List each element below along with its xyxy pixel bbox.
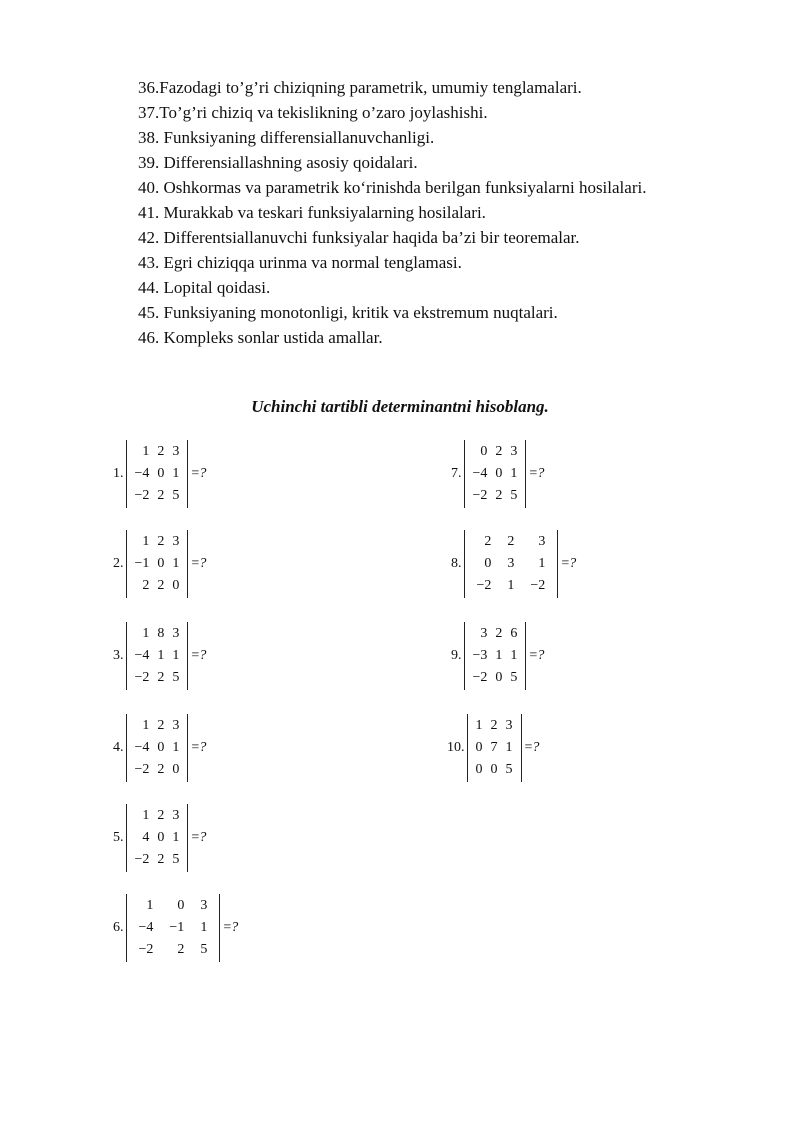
matrix-row: [131, 575, 184, 597]
matrix-cell: 0: [172, 762, 180, 777]
matrix-cell: 2: [157, 718, 165, 733]
question-mark: ?: [199, 648, 207, 663]
matrix-cell: −4: [134, 740, 150, 755]
matrix-cell: 8: [157, 626, 165, 641]
problem-number: 9.: [451, 648, 462, 663]
matrix-row: [131, 917, 216, 939]
matrix-cell: 3: [172, 718, 180, 733]
matrix-cell: 0: [157, 556, 165, 571]
problem-number: 8.: [451, 556, 462, 571]
matrix-cell: 3: [510, 444, 518, 459]
determinant-problem-6: [113, 894, 238, 962]
determinant-matrix: [464, 440, 527, 508]
matrix-cell: 1: [142, 444, 150, 459]
matrix-cell: 2: [507, 534, 515, 549]
determinant-problem-4: [113, 714, 206, 782]
matrix-row: [131, 553, 184, 575]
question-mark: ?: [199, 466, 207, 481]
matrix-cell: 1: [172, 740, 180, 755]
matrix-row: [469, 441, 522, 463]
matrix-cell: 4: [142, 830, 150, 845]
matrix-cell: 3: [172, 626, 180, 641]
problem-number: 1.: [113, 466, 124, 481]
matrix-cell: 1: [157, 648, 165, 663]
matrix-cell: 7: [490, 740, 498, 755]
matrix-cell: 1: [172, 556, 180, 571]
matrix-cell: −2: [134, 852, 150, 867]
determinant-problem-9: [451, 622, 544, 690]
matrix-cell: −2: [138, 942, 154, 957]
matrix-cell: 6: [510, 626, 518, 641]
topic-item: 46. Kompleks sonlar ustida amallar.: [138, 328, 383, 347]
topic-item: 42. Differentsiallanuvchi funksiyalar haqida ba’zi bir teoremalar.: [138, 228, 580, 247]
matrix-row: [472, 737, 517, 759]
topic-item: 41. Murakkab va teskari funksiyalarning hosilalari.: [138, 203, 486, 222]
matrix-row: [131, 939, 216, 961]
matrix-cell: 1: [172, 830, 180, 845]
matrix-cell: 5: [505, 762, 513, 777]
matrix-cell: 0: [475, 740, 483, 755]
matrix-cell: 3: [172, 808, 180, 823]
matrix-cell: 3: [172, 534, 180, 549]
equals-sign: =: [191, 830, 200, 845]
matrix-cell: 1: [510, 466, 518, 481]
topic-item: 36.Fazodagi to’g’ri chiziqning parametrik, umumiy tenglamalari.: [138, 78, 582, 97]
matrix-cell: 1: [142, 534, 150, 549]
matrix-cell: −4: [134, 466, 150, 481]
topic-list: [138, 75, 646, 350]
question-mark: ?: [199, 740, 207, 755]
topic-item: 39. Differensiallashning asosiy qoidalari.: [138, 153, 418, 172]
matrix-cell: 1: [475, 718, 483, 733]
problem-number: 2.: [113, 556, 124, 571]
determinant-matrix: [126, 440, 189, 508]
matrix-cell: 1: [507, 578, 515, 593]
equals-sign: =: [529, 466, 538, 481]
determinant-problem-1: [113, 440, 206, 508]
matrix-row: [131, 645, 184, 667]
determinant-matrix: [467, 714, 522, 782]
matrix-row: [131, 849, 184, 871]
determinant-problem-7: [451, 440, 544, 508]
matrix-cell: −4: [134, 648, 150, 663]
matrix-row: [469, 553, 554, 575]
question-mark: ?: [537, 466, 545, 481]
equals-sign: =: [191, 466, 200, 481]
matrix-cell: −2: [134, 762, 150, 777]
equals-question: [529, 466, 544, 482]
matrix-row: [131, 531, 184, 553]
equals-question: [191, 556, 206, 572]
matrix-row: [469, 485, 522, 507]
matrix-row: [131, 623, 184, 645]
matrix-row: [131, 895, 216, 917]
matrix-cell: 0: [490, 762, 498, 777]
matrix-cell: 1: [510, 648, 518, 663]
matrix-cell: 1: [172, 466, 180, 481]
matrix-row: [131, 715, 184, 737]
matrix-cell: 2: [142, 578, 150, 593]
equals-sign: =: [524, 740, 533, 755]
matrix-row: [131, 759, 184, 781]
matrix-cell: 2: [157, 578, 165, 593]
matrix-cell: 0: [177, 898, 185, 913]
equals-question: [191, 648, 206, 664]
equals-sign: =: [191, 740, 200, 755]
matrix-cell: 2: [157, 534, 165, 549]
matrix-row: [469, 645, 522, 667]
matrix-cell: 3: [480, 626, 488, 641]
matrix-cell: 0: [495, 466, 503, 481]
matrix-cell: 3: [172, 444, 180, 459]
equals-question: [529, 648, 544, 664]
problem-number: 3.: [113, 648, 124, 663]
matrix-row: [131, 463, 184, 485]
matrix-cell: 2: [495, 488, 503, 503]
equals-question: [561, 556, 576, 572]
matrix-cell: 2: [484, 534, 492, 549]
matrix-row: [472, 715, 517, 737]
matrix-cell: 0: [157, 466, 165, 481]
matrix-cell: −1: [169, 920, 185, 935]
determinant-problem-5: [113, 804, 206, 872]
equals-question: [525, 740, 540, 756]
question-mark: ?: [569, 556, 577, 571]
matrix-cell: 0: [172, 578, 180, 593]
equals-sign: =: [561, 556, 570, 571]
matrix-cell: 2: [495, 626, 503, 641]
matrix-cell: −2: [530, 578, 546, 593]
matrix-cell: −1: [134, 556, 150, 571]
question-mark: ?: [199, 556, 207, 571]
matrix-row: [131, 485, 184, 507]
matrix-cell: 1: [142, 808, 150, 823]
matrix-row: [469, 463, 522, 485]
topic-item: 44. Lopital qoidasi.: [138, 278, 271, 297]
determinant-matrix: [126, 894, 221, 962]
matrix-cell: 2: [157, 852, 165, 867]
problem-number: 10.: [447, 740, 465, 755]
matrix-row: [131, 441, 184, 463]
matrix-cell: 1: [172, 648, 180, 663]
matrix-cell: 3: [538, 534, 546, 549]
matrix-cell: 3: [200, 898, 208, 913]
matrix-cell: 5: [172, 852, 180, 867]
matrix-cell: 2: [157, 670, 165, 685]
matrix-cell: −2: [472, 488, 488, 503]
matrix-cell: 5: [510, 488, 518, 503]
equals-question: [191, 830, 206, 846]
matrix-cell: 5: [200, 942, 208, 957]
equals-sign: =: [191, 648, 200, 663]
matrix-cell: 5: [510, 670, 518, 685]
equals-question: [191, 740, 206, 756]
determinant-problem-3: [113, 622, 206, 690]
matrix-row: [131, 805, 184, 827]
matrix-cell: 2: [157, 488, 165, 503]
matrix-cell: 5: [172, 488, 180, 503]
matrix-cell: 0: [484, 556, 492, 571]
matrix-cell: 0: [495, 670, 503, 685]
matrix-cell: 1: [495, 648, 503, 663]
topic-item: 38. Funksiyaning differensiallanuvchanligi.: [138, 128, 435, 147]
matrix-cell: 1: [142, 626, 150, 641]
matrix-cell: 1: [200, 920, 208, 935]
determinant-matrix: [464, 530, 559, 598]
matrix-cell: −2: [472, 670, 488, 685]
matrix-cell: −4: [138, 920, 154, 935]
matrix-cell: 2: [157, 808, 165, 823]
equals-sign: =: [529, 648, 538, 663]
matrix-cell: 0: [480, 444, 488, 459]
question-mark: ?: [231, 920, 239, 935]
equals-question: [223, 920, 238, 936]
determinant-problem-10: [447, 714, 539, 782]
matrix-row: [131, 737, 184, 759]
matrix-cell: 0: [475, 762, 483, 777]
matrix-row: [469, 575, 554, 597]
equals-sign: =: [191, 556, 200, 571]
determinant-matrix: [464, 622, 527, 690]
matrix-cell: 2: [495, 444, 503, 459]
matrix-row: [469, 531, 554, 553]
matrix-row: [469, 623, 522, 645]
topic-item: 37.To’g’ri chiziq va tekislikning o’zaro joylashishi.: [138, 103, 488, 122]
matrix-cell: 1: [538, 556, 546, 571]
equals-question: [191, 466, 206, 482]
determinant-problem-2: [113, 530, 206, 598]
matrix-cell: 1: [146, 898, 154, 913]
determinant-matrix: [126, 530, 189, 598]
section-heading: Uchinchi tartibli determinantni hisoblang.: [251, 397, 549, 416]
question-mark: ?: [537, 648, 545, 663]
matrix-cell: −2: [476, 578, 492, 593]
determinant-matrix: [126, 714, 189, 782]
matrix-cell: −2: [134, 488, 150, 503]
topic-item: 45. Funksiyaning monotonligi, kritik va ekstremum nuqtalari.: [138, 303, 558, 322]
matrix-cell: 2: [157, 444, 165, 459]
matrix-row: [131, 827, 184, 849]
matrix-cell: 0: [157, 740, 165, 755]
matrix-cell: 3: [505, 718, 513, 733]
determinant-matrix: [126, 622, 189, 690]
problem-number: 4.: [113, 740, 124, 755]
equals-sign: =: [223, 920, 232, 935]
matrix-cell: 0: [157, 830, 165, 845]
matrix-row: [472, 759, 517, 781]
matrix-cell: −2: [134, 670, 150, 685]
determinant-problem-8: [451, 530, 576, 598]
problem-number: 6.: [113, 920, 124, 935]
problem-number: 5.: [113, 830, 124, 845]
topic-item: 43. Egri chiziqqa urinma va normal tenglamasi.: [138, 253, 462, 272]
matrix-row: [131, 667, 184, 689]
question-mark: ?: [199, 830, 207, 845]
matrix-cell: −3: [472, 648, 488, 663]
matrix-cell: 1: [505, 740, 513, 755]
matrix-cell: 2: [490, 718, 498, 733]
matrix-cell: 2: [157, 762, 165, 777]
determinant-matrix: [126, 804, 189, 872]
topic-item: 40. Oshkormas va parametrik ko‘rinishda berilgan funksiyalarni hosilalari.: [138, 178, 647, 197]
matrix-row: [469, 667, 522, 689]
matrix-cell: −4: [472, 466, 488, 481]
matrix-cell: 5: [172, 670, 180, 685]
matrix-cell: 1: [142, 718, 150, 733]
matrix-cell: 3: [507, 556, 515, 571]
problem-number: 7.: [451, 466, 462, 481]
matrix-cell: 2: [177, 942, 185, 957]
question-mark: ?: [532, 740, 540, 755]
